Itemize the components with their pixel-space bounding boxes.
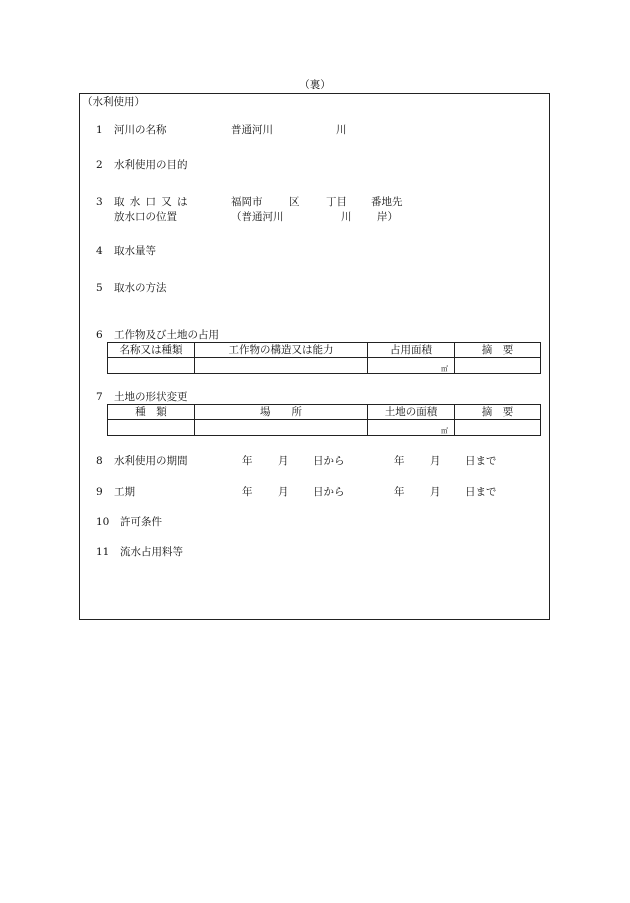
- work-end-day: 日まで: [465, 486, 497, 498]
- item-11-label: 流水占用料等: [120, 546, 183, 558]
- work-start-month: 月: [278, 486, 289, 498]
- column-header: 土地の面積: [368, 405, 455, 420]
- work-end-year: 年: [394, 486, 405, 498]
- land-change-table: [107, 404, 541, 436]
- location-chome: 丁目: [326, 196, 347, 208]
- river-type: 普通河川: [231, 124, 273, 136]
- item-7-number: 7: [96, 391, 103, 403]
- river-suffix: 川: [336, 124, 347, 136]
- period-end-day: 日まで: [465, 455, 497, 467]
- item-7-label: 土地の形状変更: [114, 391, 188, 403]
- remarks-cell[interactable]: [455, 358, 541, 374]
- period-end-year: 年: [394, 455, 405, 467]
- period-end-month: 月: [430, 455, 441, 467]
- item-6-label: 工作物及び土地の占用: [114, 329, 219, 341]
- item-10-number: 10: [96, 516, 110, 528]
- area-unit-cell[interactable]: ㎡: [368, 420, 455, 436]
- table-header-row: [108, 405, 541, 420]
- item-2-label: 水利使用の目的: [114, 159, 188, 171]
- period-start-day: 日から: [313, 455, 345, 467]
- item-4-label: 取水量等: [114, 245, 156, 257]
- item-8-label: 水利使用の期間: [114, 455, 188, 467]
- occupancy-table: [107, 342, 541, 374]
- item-6-number: 6: [96, 329, 103, 341]
- column-header: 占用面積: [368, 343, 455, 358]
- column-header: 工作物の構造又は能力: [195, 343, 368, 358]
- column-header: 場 所: [195, 405, 368, 420]
- item-9-label: 工期: [114, 486, 135, 498]
- location-river: （普通河川: [231, 211, 284, 223]
- section-label: （水利使用）: [82, 96, 145, 108]
- page-header: （裏）: [299, 79, 331, 91]
- item-1-label: 河川の名称: [114, 124, 167, 136]
- remarks-cell[interactable]: [455, 420, 541, 436]
- type-cell[interactable]: [108, 420, 195, 436]
- item-10-label: 許可条件: [120, 516, 162, 528]
- table-row: [108, 420, 541, 436]
- column-header: 種 類: [108, 405, 195, 420]
- item-8-number: 8: [96, 455, 103, 467]
- column-header: 摘 要: [455, 343, 541, 358]
- item-1-number: 1: [96, 124, 103, 136]
- work-start-year: 年: [242, 486, 253, 498]
- item-5-number: 5: [96, 282, 103, 294]
- place-cell[interactable]: [195, 420, 368, 436]
- item-3-label-line1: 取水口又は: [114, 196, 193, 208]
- work-start-day: 日から: [313, 486, 345, 498]
- work-end-month: 月: [430, 486, 441, 498]
- structure-cell[interactable]: [195, 358, 368, 374]
- location-banchi: 番地先: [371, 196, 403, 208]
- item-4-number: 4: [96, 245, 103, 257]
- item-3-label-line2: 放水口の位置: [114, 211, 177, 223]
- item-11-number: 11: [96, 546, 110, 558]
- column-header: 名称又は種類: [108, 343, 195, 358]
- period-start-month: 月: [278, 455, 289, 467]
- table-header-row: [108, 343, 541, 358]
- area-unit-cell[interactable]: ㎡: [368, 358, 455, 374]
- name-cell[interactable]: [108, 358, 195, 374]
- item-9-number: 9: [96, 486, 103, 498]
- item-2-number: 2: [96, 159, 103, 171]
- item-3-number: 3: [96, 196, 103, 208]
- item-5-label: 取水の方法: [114, 282, 167, 294]
- column-header: 摘 要: [455, 405, 541, 420]
- location-ward: 区: [289, 196, 300, 208]
- location-city: 福岡市: [231, 196, 263, 208]
- period-start-year: 年: [242, 455, 253, 467]
- table-row: [108, 358, 541, 374]
- location-river-suffix: 川: [341, 211, 352, 223]
- location-bank: 岸）: [377, 211, 398, 223]
